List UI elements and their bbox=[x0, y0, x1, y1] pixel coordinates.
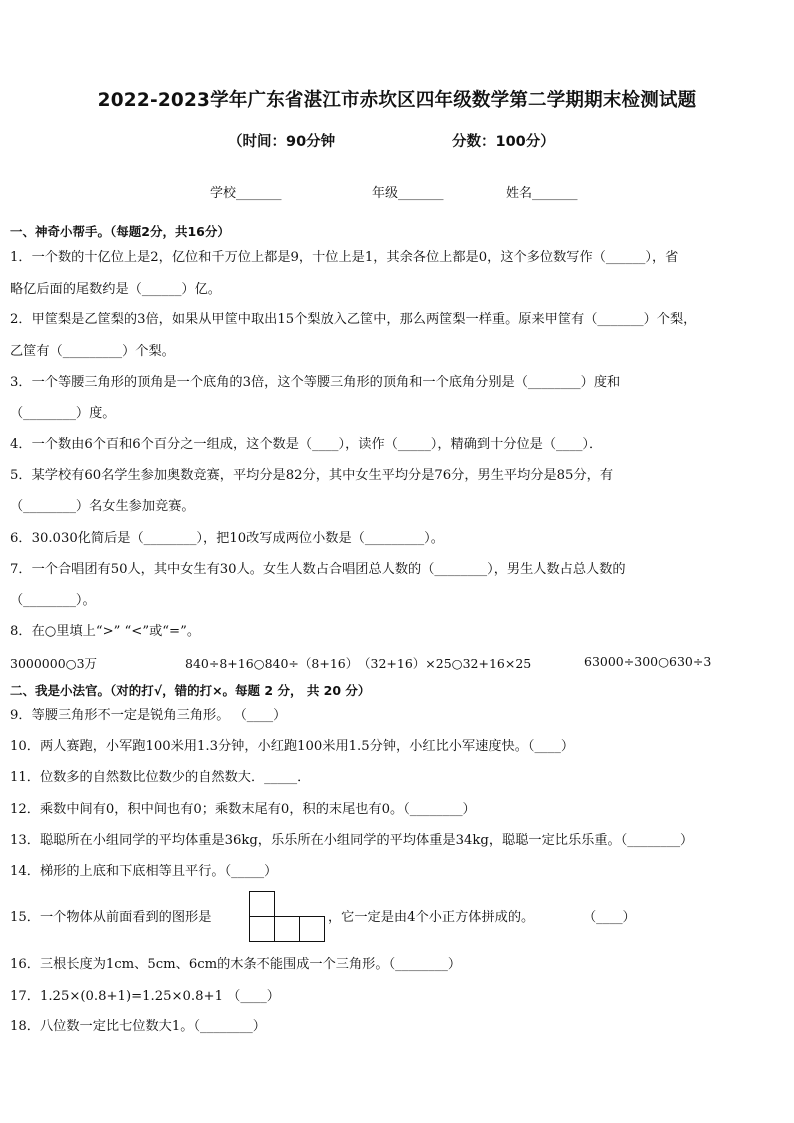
compare-item-3: （32+16）×25○32+16×25 bbox=[358, 656, 532, 671]
question-7-line-2: （________）。 bbox=[10, 593, 96, 608]
figure-square-bottom-2 bbox=[274, 916, 300, 942]
compare-item-4: 63000÷300○630÷3 bbox=[584, 654, 712, 669]
compare-item-2: 840÷8+16○840÷（8+16） bbox=[185, 656, 359, 671]
question-2-line-2: 乙筐有（_________）个梨。 bbox=[10, 344, 175, 359]
question-11: 11．位数多的自然数比位数少的自然数大．_____． bbox=[10, 770, 311, 785]
exam-time: （时间：90分钟 bbox=[228, 134, 336, 150]
question-2-line-1: 2．甲筐梨是乙筐梨的3倍，如果从甲筐中取出15个梨放入乙筐中，那么两筐梨一样重。原来甲筐有（_______）个梨， bbox=[10, 312, 697, 327]
question-18: 18．八位数一定比七位数大1。（________） bbox=[10, 1019, 266, 1034]
question-8: 8．在○里填上“>” “<”或“=”。 bbox=[10, 624, 201, 639]
question-4: 4．一个数由6个百和6个百分之一组成，这个数是（____），读作（_____），精确到十分位是（____）． bbox=[10, 437, 603, 452]
question-9: 9．等腰三角形不一定是锐角三角形。 （____） bbox=[10, 708, 287, 723]
compare-item-1: 3000000○3万 bbox=[10, 656, 98, 671]
question-15-prefix: 15．一个物体从前面看到的图形是 bbox=[10, 910, 212, 925]
question-1-line-1: 1．一个数的十亿位上是2，亿位和千万位上都是9，十位上是1，其余各位上都是0，这个多位数写作（______），省 bbox=[10, 250, 679, 265]
question-5-line-1: 5．某学校有60名学生参加奥数竞赛，平均分是82分，其中女生平均分是76分，男生平均分是85分，有 bbox=[10, 468, 614, 483]
question-15-suffix: ，它一定是由4个小正方体拼成的。 bbox=[328, 910, 535, 925]
grade-field: 年级_______ bbox=[372, 186, 444, 201]
question-12: 12．乘数中间有0，积中间也有0；乘数末尾有0，积的末尾也有0。（________） bbox=[10, 802, 476, 817]
exam-title: 2022-2023学年广东省湛江市赤坎区四年级数学第二学期期末检测试题 bbox=[97, 90, 697, 111]
question-15-blank: （____） bbox=[583, 910, 636, 925]
question-3-line-1: 3．一个等腰三角形的顶角是一个底角的3倍，这个等腰三角形的顶角和一个底角分别是（________）度和 bbox=[10, 375, 621, 390]
question-17: 17．1.25×(0.8+1)=1.25×0.8+1 （____） bbox=[10, 989, 280, 1004]
question-13: 13．聪聪所在小组同学的平均体重是36kg，乐乐所在小组同学的平均体重是34kg，聪聪一定比乐乐重。（________） bbox=[10, 833, 694, 848]
question-7-line-1: 7．一个合唱团有50人，其中女生有30人。女生人数占合唱团总人数的（________），男生人数占总人数的 bbox=[10, 562, 626, 577]
question-10: 10．两人赛跑，小军跑100米用1.3分钟，小红跑100米用1.5分钟，小红比小军速度快。（____） bbox=[10, 739, 575, 754]
school-field: 学校_______ bbox=[210, 186, 282, 201]
question-3-line-2: （________）度。 bbox=[10, 406, 116, 421]
question-5-line-2: （________）名女生参加竞赛。 bbox=[10, 499, 195, 514]
figure-square-bottom-3 bbox=[299, 916, 325, 942]
exam-score: 分数：100分） bbox=[452, 134, 555, 150]
section-2-heading: 二、我是小法官。（对的打√，错的打×。每题 2 分， 共 20 分） bbox=[10, 683, 371, 698]
section-1-heading: 一、神奇小帮手。（每题2分，共16分） bbox=[10, 224, 230, 239]
name-field: 姓名_______ bbox=[506, 186, 578, 201]
figure-square-bottom-1 bbox=[249, 916, 275, 942]
question-14: 14．梯形的上底和下底相等且平行。（_____） bbox=[10, 864, 278, 879]
question-6: 6．30.030化简后是（________），把10改写成两位小数是（_________）。 bbox=[10, 531, 444, 546]
figure-square-top bbox=[249, 891, 275, 917]
question-1-line-2: 略亿后面的尾数约是（______）亿。 bbox=[10, 282, 221, 297]
question-16: 16．三根长度为1cm、5cm、6cm的木条不能围成一个三角形。（________） bbox=[10, 957, 462, 972]
